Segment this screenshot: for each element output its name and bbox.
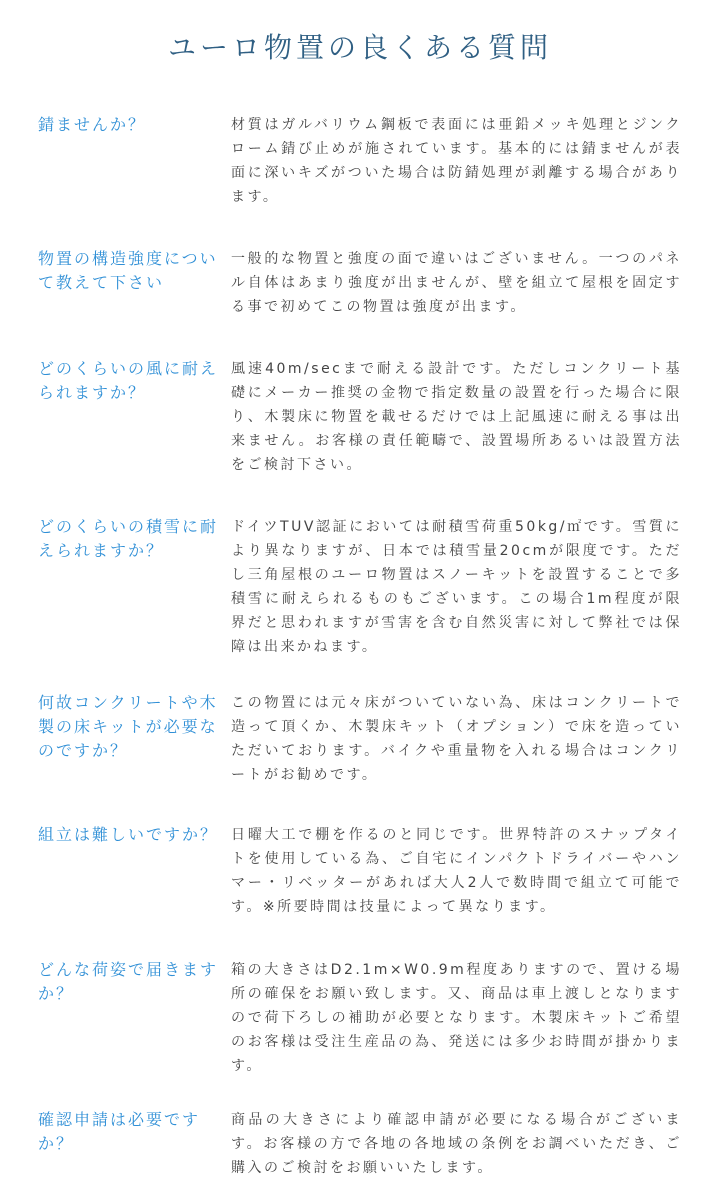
faq-answer: 風速40m/secまで耐える設計です。ただしコンクリート基礎にメーカー推奨の金物で指定数量の設置を行った場合に限り、木製床に物置を載せるだけでは上記風速に耐える事は出来ません。お客様の責任範疇で、設置場所あるいは設置方法をご検討下さい。 xyxy=(231,361,682,473)
faq-question: どのくらいの積雪に耐えられますか？ xyxy=(38,517,219,560)
faq-question: どのくらいの風に耐えられますか？ xyxy=(38,359,219,402)
faq-question: 組立は難しいですか？ xyxy=(38,825,219,844)
faq-question: 確認申請は必要ですか？ xyxy=(38,1110,201,1153)
page-title: ユーロ物置の良くある質問 xyxy=(167,31,552,64)
faq-answer: 一般的な物置と強度の面で違いはございません。一つのパネル自体はあまり強度が出ませんが、壁を組立て屋根を固定する事で初めてこの物置は強度が出ます。 xyxy=(231,251,682,315)
faq-answer: この物置には元々床がついていない為、床はコンクリートで造って頂くか、木製床キット（オプション）で床を造っていただいております。バイクや重量物を入れる場合はコンクリートがお勧めです。 xyxy=(231,695,682,783)
faq-answer: 商品の大きさにより確認申請が必要になる場合がございます。お客様の方で各地の各地域の条例をお調べいただき、ご購入のご検討をお願いいたします。 xyxy=(231,1112,682,1176)
faq-question: どんな荷姿で届きますか？ xyxy=(38,960,219,1003)
faq-answer: 箱の大きさはD2.1m×W0.9m程度ありますので、置ける場所の確保をお願い致します。又、商品は車上渡しとなりますので荷下ろしの補助が必要となります。木製床キットご希望のお客様は受注生産品の為、発送には多少お時間が掛かります。 xyxy=(231,962,682,1074)
faq-question: 錆ませんか？ xyxy=(38,115,147,134)
faq-question: 何故コンクリートや木製の床キットが必要なのですか？ xyxy=(38,693,218,760)
faq-answer: ドイツTUV認証においては耐積雪荷重50kg/㎡です。雪質により異なりますが、日本では積雪量20cmが限度です。ただし三角屋根のユーロ物置はスノーキットを設置することで多積雪に耐えられるものもございます。この場合1m程度が限界だと思われますが雪害を含む自然災害に対して弊社では保障は出来かねます。 xyxy=(231,519,682,655)
faq-answer: 日曜大工で棚を作るのと同じです。世界特許のスナップタイトを使用している為、ご自宅にインパクトドライバーやハンマー・リベッターがあれば大人2人で数時間で組立て可能です。※所要時間は技量によって異なります。 xyxy=(231,827,682,915)
faq-question: 物置の構造強度について教えて下さい xyxy=(38,249,218,292)
faq-answer: 材質はガルバリウム鋼板で表面には亜鉛メッキ処理とジンクローム錆び止めが施されています。基本的には錆ませんが表面に深いキズがついた場合は防錆処理が剥離する場合があります。 xyxy=(231,117,682,205)
